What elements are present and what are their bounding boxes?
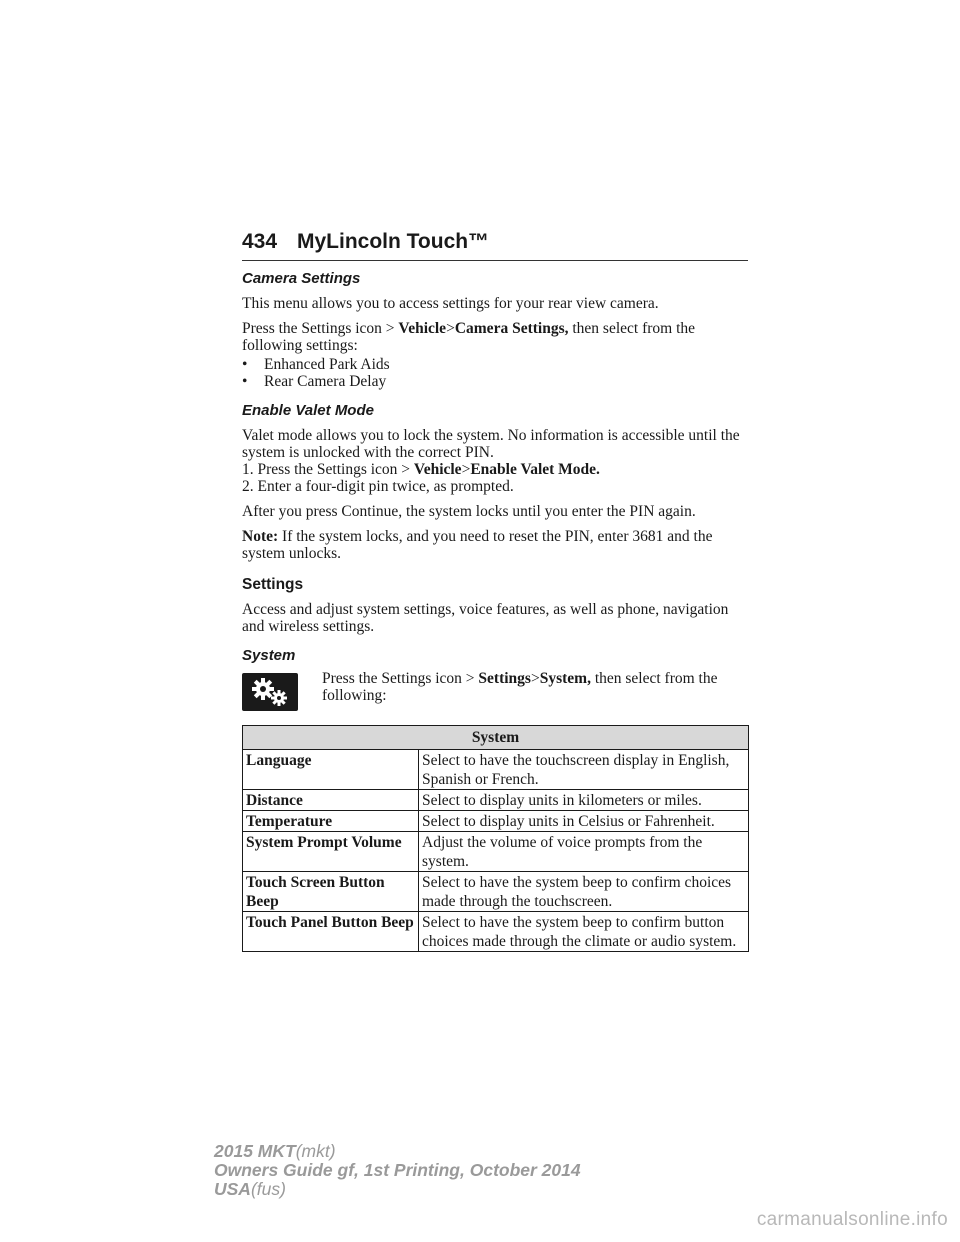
table-header: System — [243, 726, 749, 750]
table-cell-name: Language — [243, 750, 419, 790]
footer-printing-line: Owners Guide gf, 1st Printing, October 2014 — [214, 1160, 581, 1180]
settings-intro: Access and adjust system settings, voice features, as well as phone, navigation and wireless settings. — [242, 601, 729, 635]
table-row — [243, 832, 749, 872]
table-cell-name: Distance — [243, 790, 419, 811]
table-cell-name: System Prompt Volume — [243, 832, 419, 872]
system-path: Press the Settings icon > Settings>System, then select from the following: — [322, 670, 718, 704]
system-instruction — [242, 670, 748, 711]
table-cell-name: Touch Panel Button Beep — [243, 912, 419, 952]
table-cell-desc: Select to have the system beep to confirm button choices made through the climate or audio system. — [419, 912, 749, 952]
list-item: • Rear Camera Delay — [242, 373, 748, 390]
page-content — [242, 270, 748, 952]
table-cell-name: Touch Screen Button Beep — [243, 872, 419, 912]
valet-after: After you press Continue, the system locks until you enter the PIN again. — [242, 503, 696, 520]
valet-note: Note: If the system locks, and you need to reset the PIN, enter 3681 and the system unlocks. — [242, 528, 713, 562]
valet-mode-heading: Enable Valet Mode — [242, 402, 374, 419]
system-settings-table — [242, 725, 749, 952]
watermark-link[interactable]: carmanualsonline.info — [756, 1209, 948, 1230]
camera-intro: This menu allows you to access settings for your rear view camera. — [242, 295, 659, 312]
table-cell-desc: Select to display units in kilometers or miles. — [419, 790, 749, 811]
table-row — [243, 750, 749, 790]
settings-gears-icon — [242, 673, 298, 711]
page-number: 434 — [242, 230, 278, 253]
table-row — [243, 912, 749, 952]
valet-step-2: 2. Enter a four-digit pin twice, as prompted. — [242, 478, 514, 495]
camera-settings-heading: Camera Settings — [242, 270, 361, 287]
table-cell-desc: Select to have the touchscreen display in English, Spanish or French. — [419, 750, 749, 790]
table-row — [243, 790, 749, 811]
camera-path: Press the Settings icon > Vehicle>Camera Settings, then select from the following settings: — [242, 320, 696, 354]
table-cell-name: Temperature — [243, 811, 419, 832]
table-cell-desc: Select to display units in Celsius or Fahrenheit. — [419, 811, 749, 832]
valet-intro: Valet mode allows you to lock the system. No information is accessible until the system is unlocked with the correct PIN. — [242, 427, 740, 461]
settings-heading: Settings — [242, 576, 304, 593]
table-row — [243, 872, 749, 912]
list-item: • Enhanced Park Aids — [242, 356, 748, 373]
page-title: MyLincoln Touch™ — [297, 230, 490, 253]
footer-model-line: 2015 MKT(mkt) — [214, 1141, 336, 1161]
camera-options-list — [242, 356, 748, 390]
table-cell-desc: Adjust the volume of voice prompts from the system. — [419, 832, 749, 872]
document-footer — [214, 1142, 581, 1199]
page-header — [242, 226, 748, 261]
footer-market-line: USA(fus) — [214, 1179, 286, 1199]
valet-step-1: 1. Press the Settings icon > Vehicle>Enable Valet Mode. — [242, 461, 600, 478]
table-cell-desc: Select to have the system beep to confirm choices made through the touchscreen. — [419, 872, 749, 912]
table-row — [243, 811, 749, 832]
system-heading: System — [242, 647, 296, 664]
